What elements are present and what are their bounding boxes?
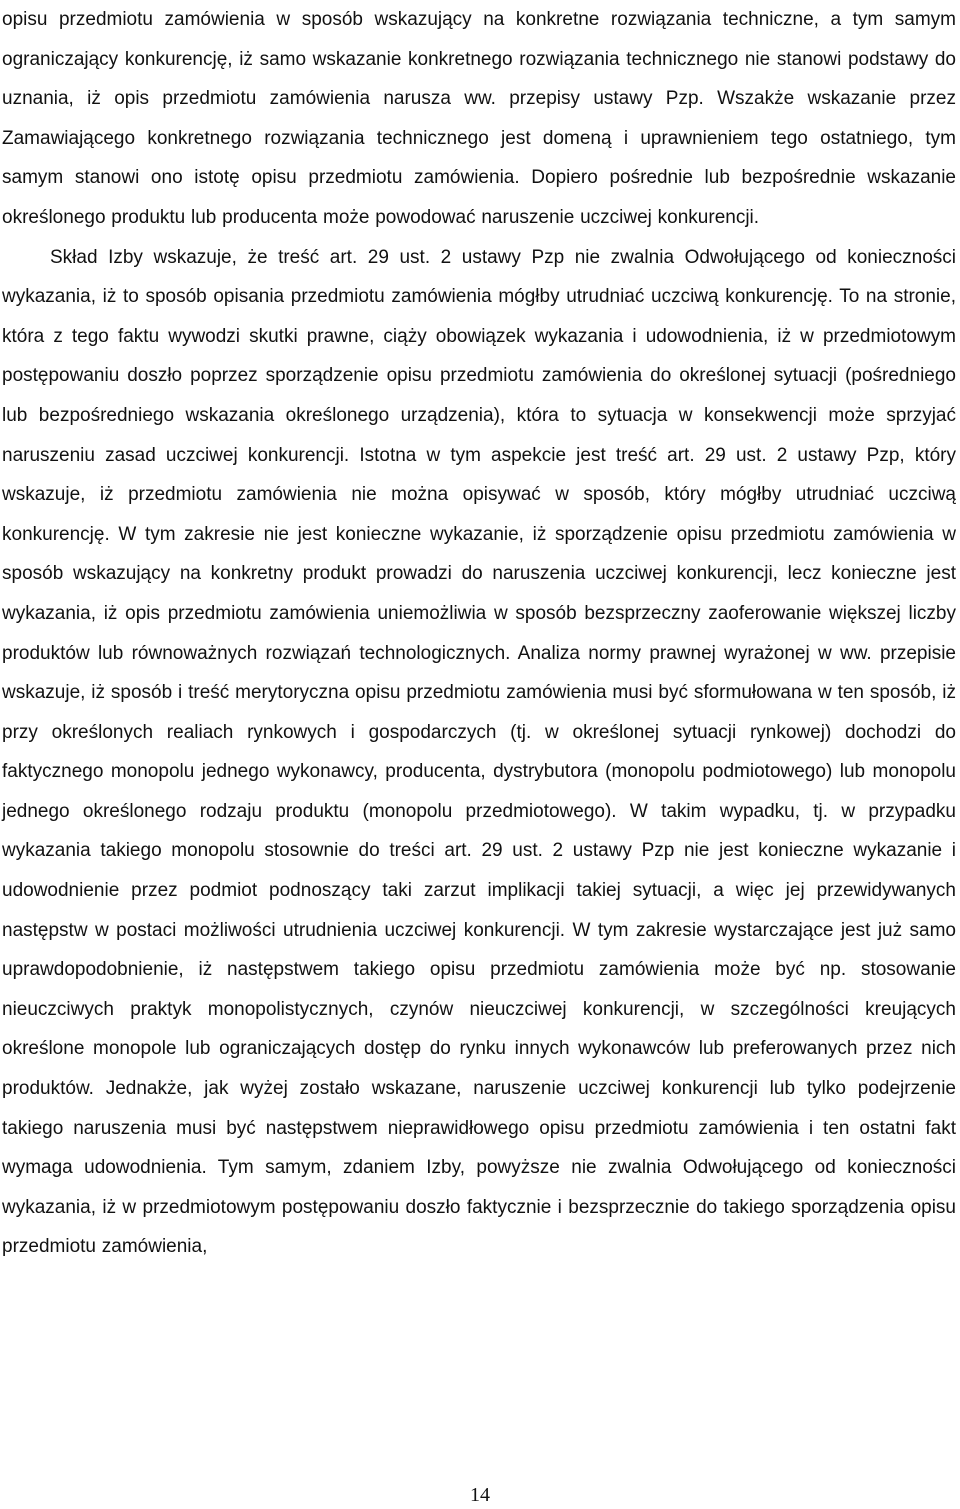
document-page [2, 0, 956, 1267]
paragraph-izba-assessment: Skład Izby wskazuje, że treść art. 29 ust. 2 ustawy Pzp nie zwalnia Odwołującego od konieczności wykazania, iż to sposób opisania przedmiotu zamówienia mógłby utrudniać uczciwą konkurencję. To na stronie, która z tego faktu wywodzi skutki prawne, ciąży obowiązek wykazania i udowodnienia, iż w przedmiotowym postępowaniu doszło poprzez sporządzenie opisu przedmiotu zamówienia do określonej sytuacji (pośredniego lub bezpośredniego wskazania określonego urządzenia), która to sytuacja w konsekwencji może sprzyjać naruszeniu zasad uczciwej konkurencji. Istotna w tym aspekcie jest treść art. 29 ust. 2 ustawy Pzp, który wskazuje, iż przedmiotu zamówienia nie można opisywać w sposób, który mógłby utrudniać uczciwą konkurencję. W tym zakresie nie jest konieczne wykazanie, iż sporządzenie opisu przedmiotu zamówienia w sposób wskazujący na konkretny produkt prowadzi do naruszenia uczciwej konkurencji, lecz konieczne jest wykazania, iż opis przedmiotu zamówienia uniemożliwia w sposób bezsprzeczny zaoferowanie większej liczby produktów lub równoważnych rozwiązań technologicznych. Analiza normy prawnej wyrażonej w ww. przepisie wskazuje, iż sposób i treść merytoryczna opisu przedmiotu zamówienia musi być sformułowana w ten sposób, iż przy określonych realiach rynkowych i gospodarczych (tj. w określonej sytuacji rynkowej) dochodzi do faktycznego monopolu jednego wykonawcy, producenta, dystrybutora (monopolu podmiotowego) lub monopolu jednego określonego rodzaju produktu (monopolu przedmiotowego). W takim wypadku, tj. w przypadku wykazania takiego monopolu stosownie do treści art. 29 ust. 2 ustawy Pzp nie jest konieczne wykazanie i udowodnienie przez podmiot podnoszący taki zarzut implikacji takiej sytuacji, a więc jej przewidywanych następstw w postaci możliwości utrudnienia uczciwej konkurencji. W tym zakresie wystarczające jest już samo uprawdopodobnienie, iż następstwem takiego opisu przedmiotu zamówienia może być np. stosowanie nieuczciwych praktyk monopolistycznych, czynów nieuczciwej konkurencji, w szczególności kreujących określone monopole lub ograniczających dostęp do rynku innych wykonawców lub preferowanych przez nich produktów. Jednakże, jak wyżej zostało wskazane, naruszenie uczciwej konkurencji lub tylko podejrzenie takiego naruszenia musi być następstwem nieprawidłowego opisu przedmiotu zamówienia i ten ostatni fakt wymaga udowodnienia. Tym samym, zdaniem Izby, powyższe nie zwalnia Odwołującego od konieczności wykazania, iż w przedmiotowym postępowaniu doszło faktycznie i bezsprzecznie do takiego sporządzenia opisu przedmiotu zamówienia, [2, 246, 956, 1258]
paragraph-continuation: opisu przedmiotu zamówienia w sposób wskazujący na konkretne rozwiązania techniczne, a tym samym ograniczający konkurencję, iż samo wskazanie konkretnego rozwiązania technicznego nie stanowi podstawy do uznania, iż opis przedmiotu zamówienia narusza ww. przepisy ustawy Pzp. Wszakże wskazanie przez Zamawiającego konkretnego rozwiązania technicznego jest domeną i uprawnieniem tego ostatniego, tym samym stanowi ono istotę opisu przedmiotu zamówienia. Dopiero pośrednie lub bezpośrednie wskazanie określonego produktu lub producenta może powodować naruszenie uczciwej konkurencji. [2, 9, 956, 228]
page-number: 14 [470, 1484, 490, 1506]
